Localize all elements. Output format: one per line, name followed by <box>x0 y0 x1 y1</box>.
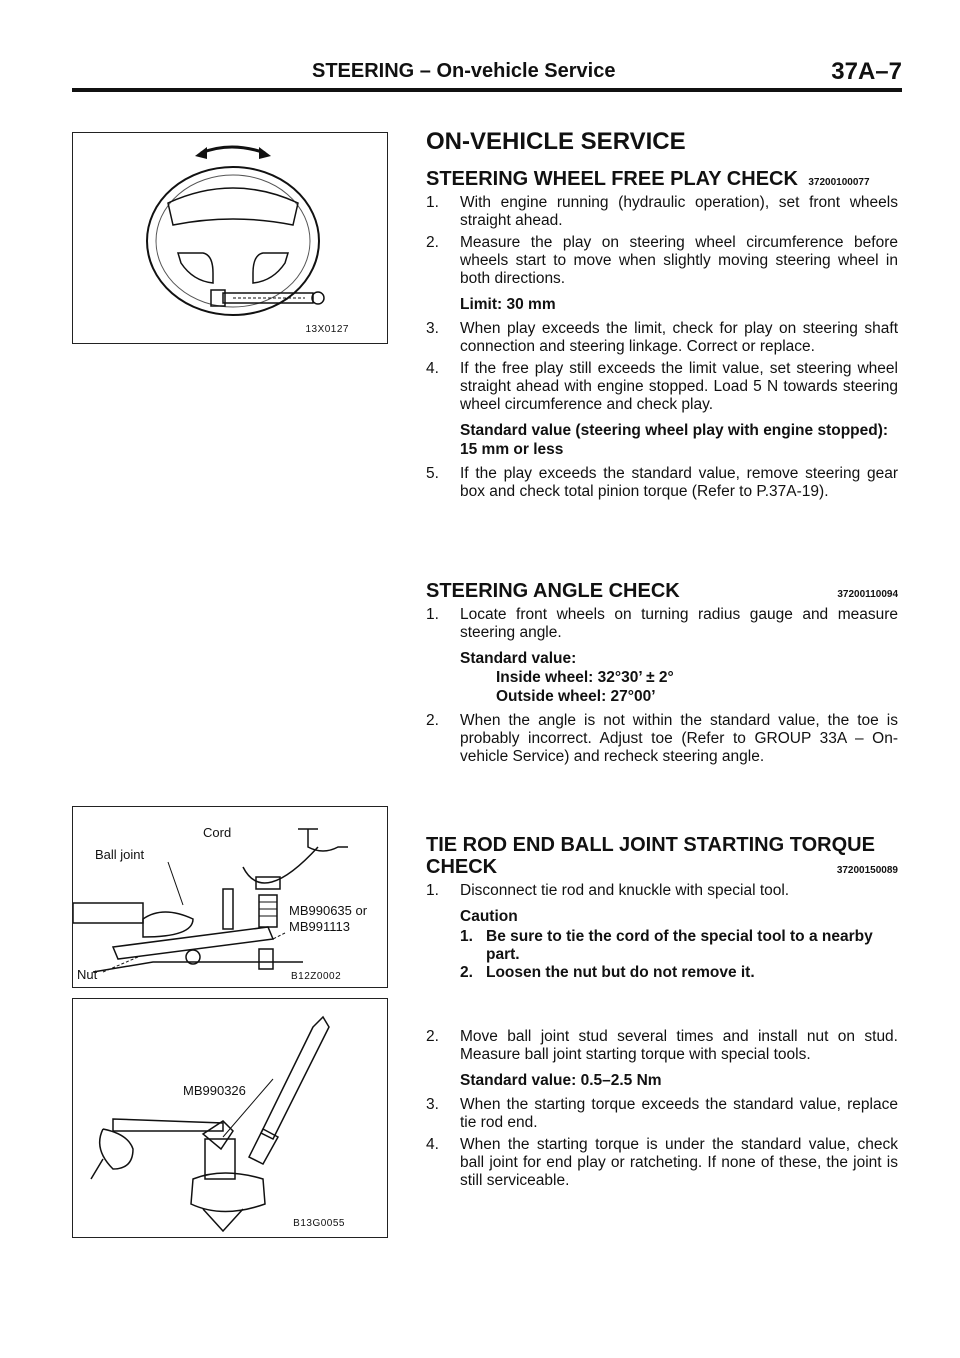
label-cord: Cord <box>203 825 232 840</box>
header-title: STEERING – On-vehicle Service <box>312 60 616 82</box>
figure-code: B13G0055 <box>293 1218 345 1229</box>
list-item: 2. Move ball joint stud several times and install nut on stud. Measure ball joint starting torque with special tools. <box>426 1028 898 1063</box>
section-title-line1: TIE ROD END BALL JOINT STARTING TORQUE <box>426 834 875 856</box>
standard-value: Standard value: 0.5–2.5 Nm <box>460 1072 662 1089</box>
section-code: 37200110094 <box>837 589 898 600</box>
inside-wheel-value: Inside wheel: 32°30’ ± 2° <box>496 669 674 686</box>
steering-wheel-illustration <box>73 133 389 345</box>
list-item: 3. When play exceeds the limit, check for play on steering shaft connection and steering linkage. Correct or replace. <box>426 320 898 355</box>
figure-steering-wheel <box>72 132 388 344</box>
torque-wrench-illustration <box>73 999 389 1239</box>
header-rule <box>72 88 902 92</box>
section-free-play <box>426 168 898 501</box>
outside-wheel-value: Outside wheel: 27°00’ <box>496 688 656 705</box>
label-tool-mb990326: MB990326 <box>183 1083 246 1098</box>
limit-value: Limit: 30 mm <box>460 296 556 313</box>
label-nut: Nut <box>77 967 98 982</box>
page-number: 37A–7 <box>831 58 902 85</box>
standard-value: Standard value (steering wheel play with engine stopped): 15 mm or less <box>460 422 889 458</box>
page-title: ON-VEHICLE SERVICE <box>426 128 686 155</box>
figure-ball-joint-tool <box>72 806 388 988</box>
list-item: 4. If the free play still exceeds the limit value, set steering wheel straight ahead with engine stopped. Load 5 N towards steering wheel circumference and check play. <box>426 360 898 413</box>
section-tie-rod-continued <box>426 1024 898 1190</box>
list-item: 1. With engine running (hydraulic operation), set front wheels straight ahead. <box>426 194 898 229</box>
section-heading <box>426 834 898 878</box>
section-steering-angle <box>426 580 898 766</box>
page-header <box>72 58 902 92</box>
caution-list <box>426 928 898 982</box>
section-heading <box>426 580 898 602</box>
list-item: 5. If the play exceeds the standard value, remove steering gear box and check total pinion torque (Refer to P.37A-19). <box>426 465 898 500</box>
caution-item: 2. Loosen the nut but do not remove it. <box>460 964 755 981</box>
section-title-line2: CHECK <box>426 856 498 878</box>
caution-item: 1. Be sure to tie the cord of the special tool to a nearby part. <box>460 928 873 963</box>
list-item: 2. Measure the play on steering wheel circumference before wheels start to move when slightly moving steering wheel in both directions. <box>426 234 898 287</box>
section-heading <box>426 168 898 190</box>
list-item: 1. Disconnect tie rod and knuckle with special tool. <box>426 882 790 899</box>
figure-code: B12Z0002 <box>291 971 342 982</box>
section-code: 37200150089 <box>836 865 898 876</box>
label-tool-mb991113: MB991113 <box>289 919 350 934</box>
standard-value: Standard value: Inside wheel: 32°30’ ± 2° Outside wheel: 27°00’ <box>426 649 898 706</box>
figure-torque-measurement <box>72 998 388 1238</box>
section-title: STEERING ANGLE CHECK <box>426 580 680 602</box>
section-tie-rod <box>426 834 898 982</box>
list-item: 4. When the starting torque is under the standard value, check ball joint for end play or ratcheting. If none of these, the joint is still serviceable. <box>426 1136 898 1189</box>
label-tool-mb990635: MB990635 or <box>289 903 368 918</box>
section-code: 37200100077 <box>808 177 870 188</box>
section-title: STEERING WHEEL FREE PLAY CHECK <box>426 168 798 190</box>
label-ball-joint: Ball joint <box>95 847 145 862</box>
list-item: 2. When the angle is not within the standard value, the toe is probably incorrect. Adjust toe (Refer to GROUP 33A – On-vehicle Service) and recheck steering angle. <box>426 712 898 765</box>
list-item: 3. When the starting torque exceeds the standard value, replace tie rod end. <box>426 1096 898 1131</box>
figure-code: 13X0127 <box>305 324 349 335</box>
list-item: 1. Locate front wheels on turning radius gauge and measure steering angle. <box>426 606 898 641</box>
caution-label: Caution <box>460 908 518 925</box>
